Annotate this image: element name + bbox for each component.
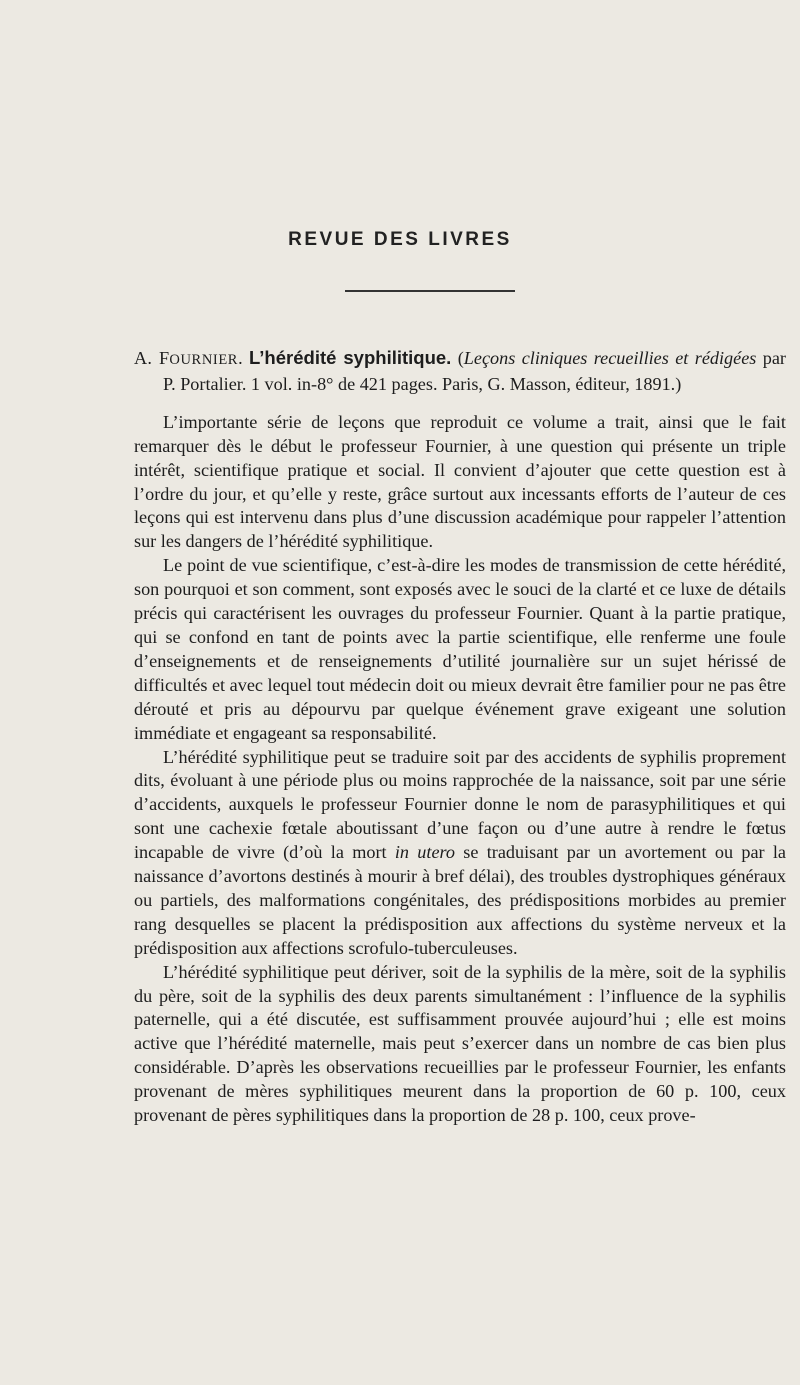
author-dot: . [238, 348, 243, 368]
book-reference [134, 346, 786, 397]
paragraph-3-part-a: L’hérédité syphilitique peut se traduire soit par des accidents de syphilis proprement dits, évoluant à une période plus ou moins rapprochée de la naissance, soit par une série d’accidents, auxquels le professeur Fournier donne le nom de parasyphilitiques et qui sont une cachexie fœtale aboutissant d’une façon ou d’une autre à rendre le fœtus incapable de vivre (d’où la mort [134, 746, 786, 863]
paragraph-4: L’hérédité syphilitique peut dériver, soit de la syphilis de la mère, soit de la syphilis du père, soit de la syphilis des deux parents simultanément : l’influence de la syphilis paternelle, qui a été discutée, est suffisamment prouvée aujourd’hui ; elle est moins active que l’hérédité maternelle, mais peut s’exercer dans un nombre de cas bien plus considérable. D’après les observations recueillies par le professeur Fournier, les enfants provenant de mères syphilitiques meurent dans la proportion de 60 p. 100, ceux provenant de pères syphilitiques dans la proportion de 28 p. 100, ceux prove- [134, 961, 786, 1126]
book-series: Leçons cliniques recueillies et rédigées [463, 348, 757, 368]
book-title: L’hérédité syphilitique. [249, 347, 452, 368]
author-initial: A. F [134, 348, 170, 368]
heading-rule [345, 290, 515, 292]
paragraph-3-italic: in utero [394, 842, 456, 863]
author-surname: OURNIER [169, 352, 239, 368]
paragraph-1: L’importante série de leçons que reproduit ce volume a trait, ainsi que le fait remarquer dès le début le professeur Fournier, à une question qui présente un triple intérêt, scientifique pratique et social. Il convient d’ajouter que cette question est à l’ordre du jour, et qu’elle y reste, grâce surtout aux incessants efforts de l’auteur de ces leçons qui est intervenu dans plus d’une discussion académique pour rappeler l’attention sur les dangers de l’hérédité syphilitique. [134, 411, 786, 552]
paragraph-3-part-b: se traduisant par un avortement ou par la naissance d’avortons destinés à mourir à bref délai), des troubles dystrophiques généraux ou partiels, des malformations congénitales, des prédispositions morbides au premier rang desquelles se placent la prédisposition aux affections du système nerveux et la prédisposition aux affections scrofulo-tuberculeuses. [134, 842, 786, 958]
section-heading: REVUE DES LIVRES [288, 229, 512, 250]
open-paren: ( [451, 348, 464, 368]
article-body [134, 346, 786, 1128]
book-details: par P. Portalier. 1 vol. in-8° de 421 pages. Paris, G. Masson, éditeur, 1891.) [163, 348, 786, 394]
paragraph-2: Le point de vue scientifique, c’est-à-dire les modes de transmission de cette hérédité, son pourquoi et son comment, sont exposés avec le souci de la clarté et ce luxe de détails précis qui caractérisent les ouvrages du professeur Fournier. Quant à la partie pratique, qui se confond en tant de points avec la partie scientifique, elle renferme une foule d’enseignements et de renseignements d’utilité journalière sur un sujet hérissé de difficultés et avec lequel tout médecin doit ou mieux devrait être familier pour ne pas être dérouté et pris au dépourvu par quelque événement grave exigeant une solution immédiate et engageant sa responsabilité. [134, 555, 786, 743]
paragraph-3 [134, 746, 786, 961]
